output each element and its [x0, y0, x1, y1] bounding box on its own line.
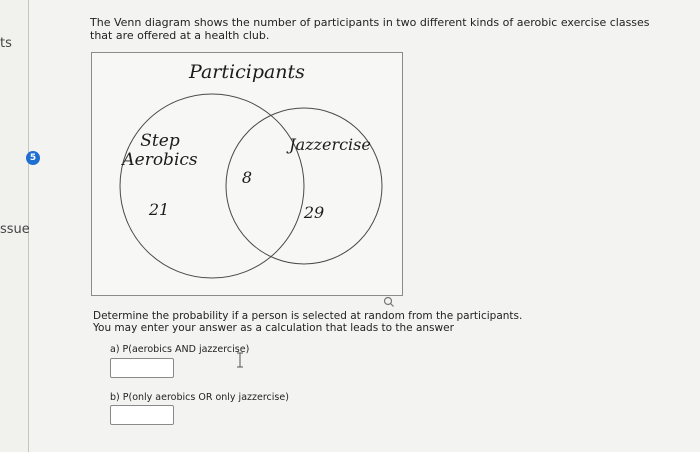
part-a-label: a) P(aerobics AND jazzercise)	[110, 344, 250, 355]
label-aerobics: Aerobics	[122, 150, 198, 170]
instructions-line-2: You may enter your answer as a calculation that leads to the answer	[93, 322, 454, 334]
circle-step-aerobics	[120, 94, 304, 278]
search-icon	[383, 296, 395, 308]
part-a-answer-input[interactable]	[110, 358, 174, 378]
instructions	[93, 310, 593, 334]
venn-diagram	[91, 52, 403, 296]
venn-title: Participants	[189, 61, 305, 83]
label-step: Step	[140, 131, 180, 151]
part-b-answer-input[interactable]	[110, 405, 174, 425]
part-b-label: b) P(only aerobics OR only jazzercise)	[110, 392, 289, 403]
label-jazzercise: Jazzercise	[289, 135, 371, 154]
value-only-step-aerobics: 21	[148, 200, 170, 219]
sidebar-fragment-bottom: ssue	[0, 222, 30, 237]
instructions-line-1: Determine the probability if a person is selected at random from the participants.	[93, 310, 523, 322]
venn-svg	[92, 53, 402, 295]
value-only-jazzercise: 29	[303, 203, 325, 222]
question-number-badge[interactable]: 5	[26, 151, 40, 165]
text-cursor-icon	[235, 352, 245, 368]
left-sidebar	[0, 0, 29, 452]
question-prompt: The Venn diagram shows the number of participants in two different kinds of aerobic exercise classes that are offered at a health club.	[90, 16, 650, 42]
sidebar-fragment-top: ts	[0, 36, 12, 51]
value-both: 8	[241, 168, 253, 187]
